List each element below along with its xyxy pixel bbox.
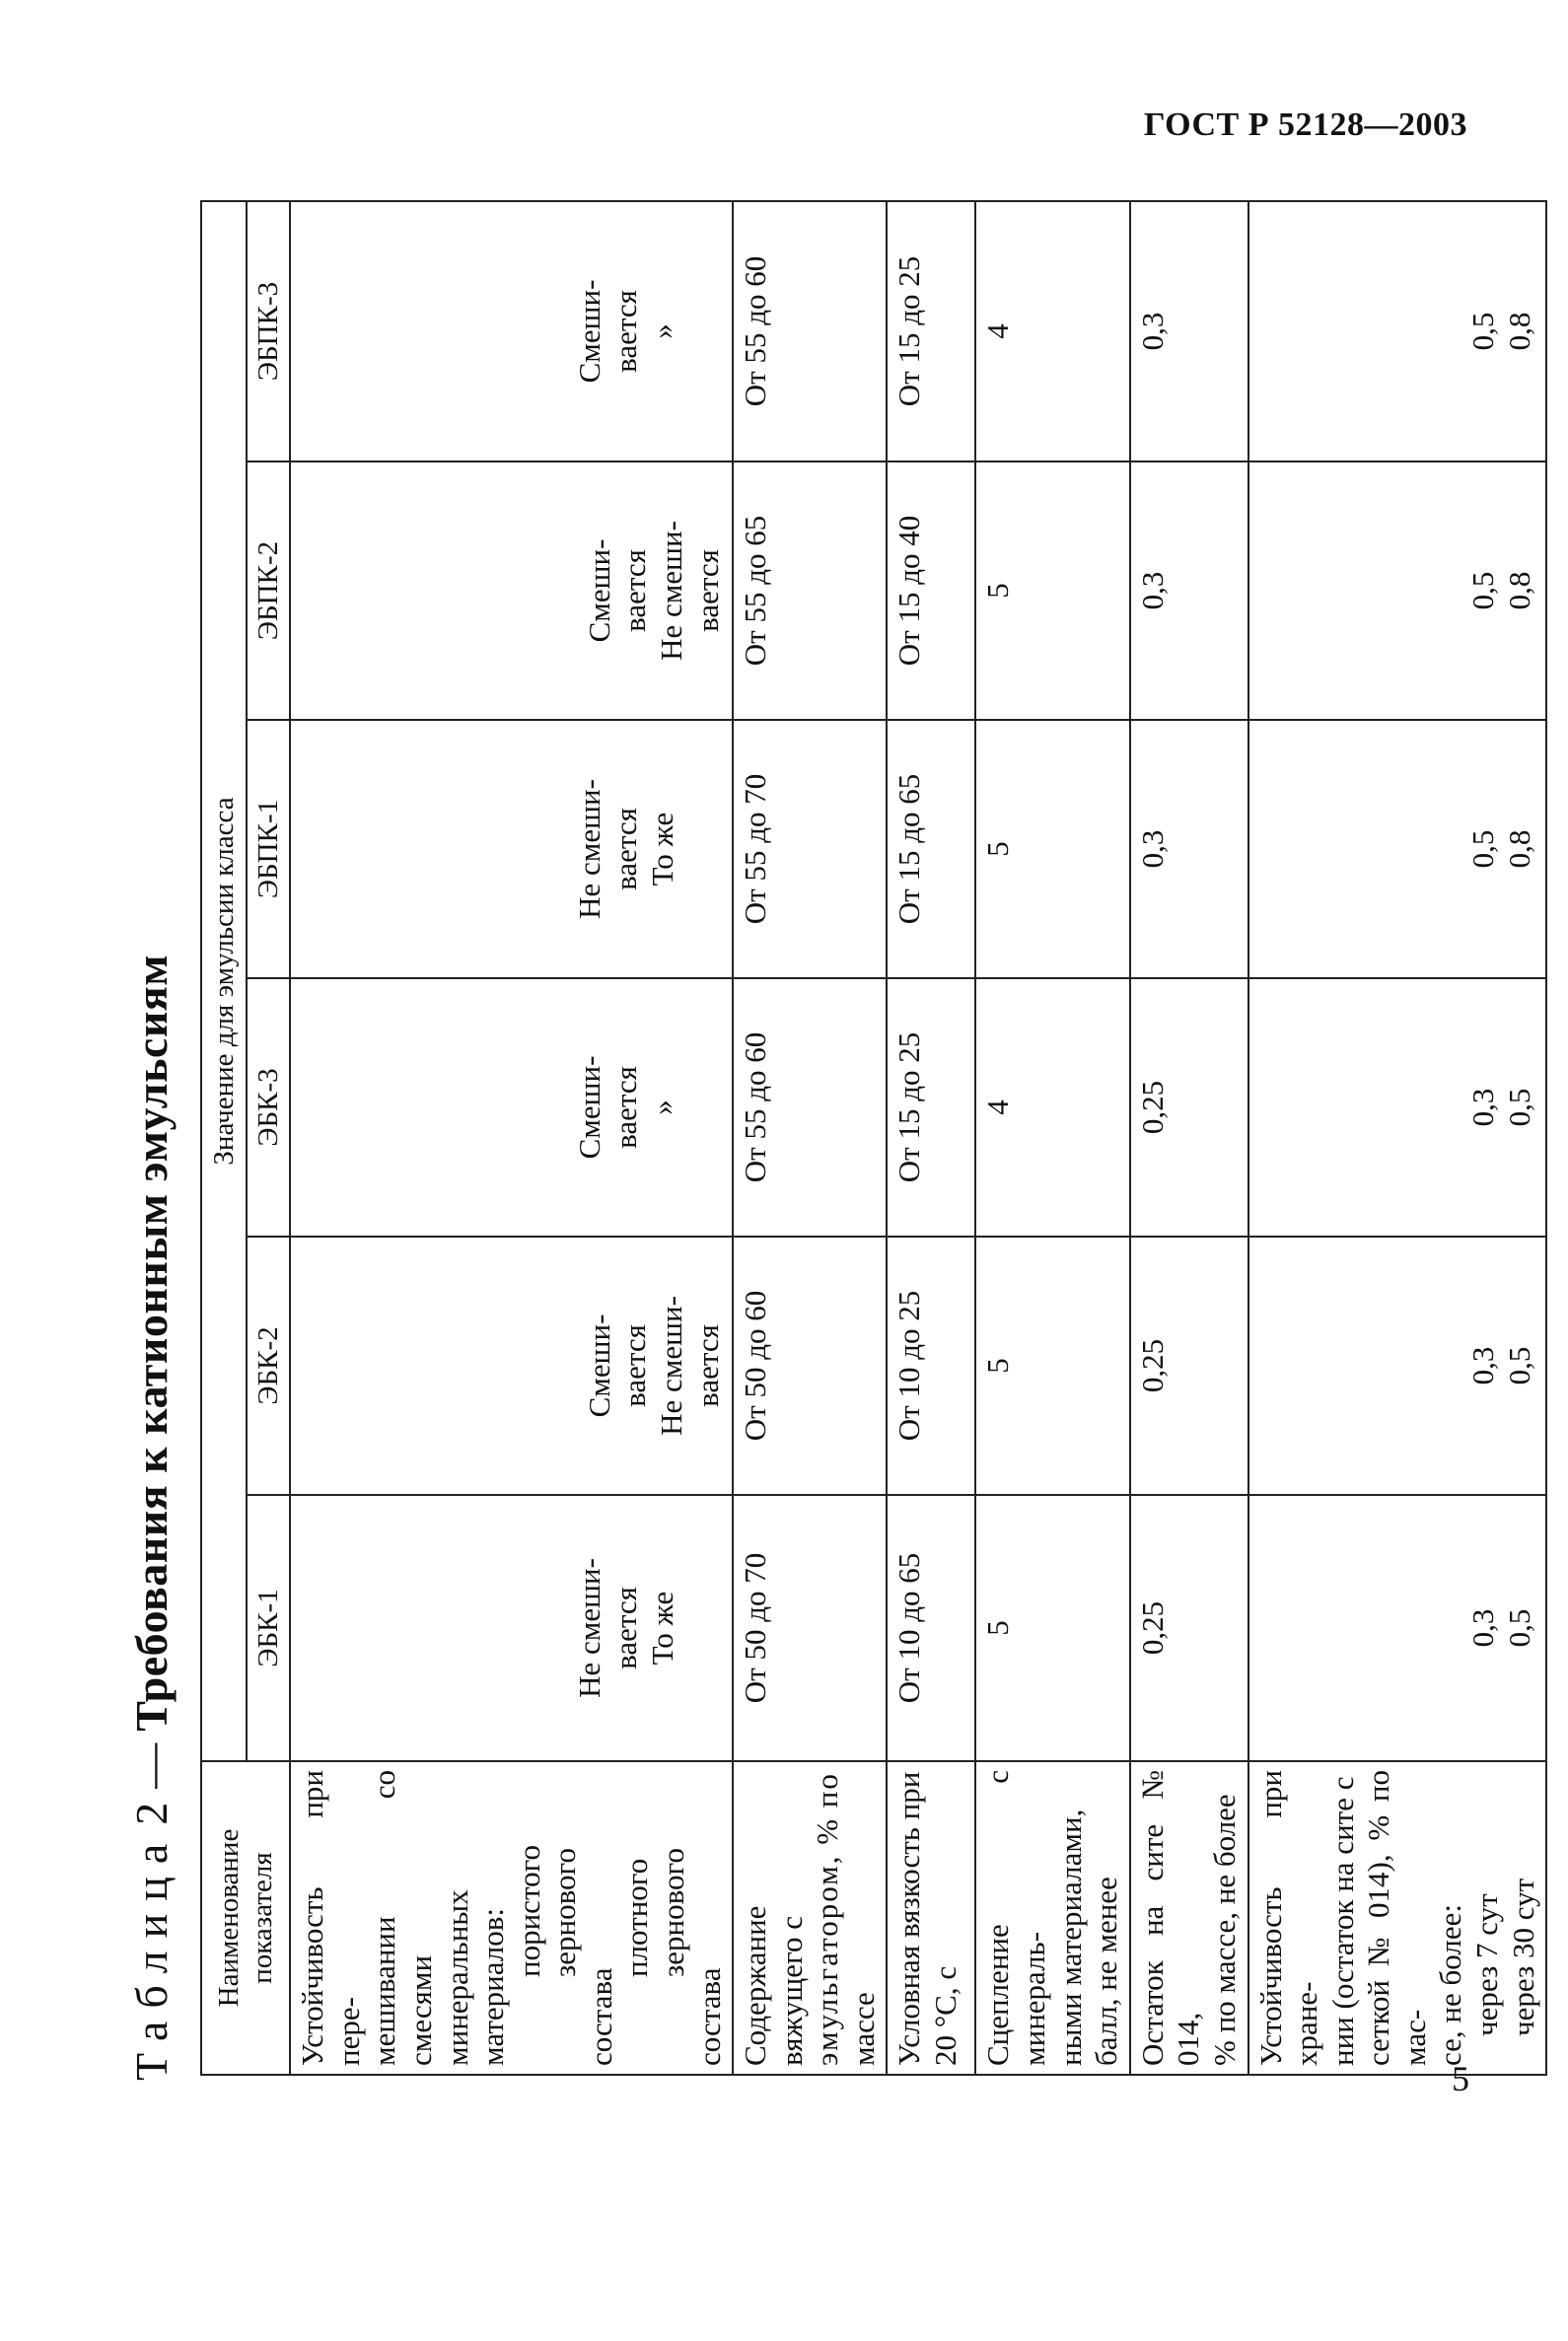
column-header-class: ЭБК-1 — [247, 1495, 290, 1761]
table-cell: От 55 до 60 — [733, 978, 887, 1237]
caption-title: Требования к катионным эмульсиям — [125, 954, 177, 1732]
table-cell: Смеши- вается » — [290, 978, 733, 1237]
table-row — [887, 201, 975, 2075]
table-cell: 5 — [975, 1237, 1129, 1495]
row-name-mixing-stability: Устойчивость при пере- мешивании со смесями минеральных материалов: пористого зернового состава плотного зернового состава — [290, 1761, 733, 2075]
table-cell: От 55 до 65 — [733, 461, 887, 720]
table-cell: 0,3 0,5 — [1248, 1237, 1547, 1495]
table-cell: Не смеши- вается То же — [290, 1495, 733, 1761]
table-cell: 0,3 — [1130, 461, 1248, 720]
table-cell: 5 — [975, 461, 1129, 720]
table-cell: 0,3 — [1130, 201, 1248, 461]
table-cell: 0,25 — [1130, 978, 1248, 1237]
column-header-class: ЭБК-2 — [247, 1237, 290, 1495]
table-cell: Смеши- вается Не смеши- вается — [290, 461, 733, 720]
table-cell: От 10 до 65 — [887, 1495, 975, 1761]
table-cell: От 15 до 40 — [887, 461, 975, 720]
table-cell: От 55 до 70 — [733, 720, 887, 978]
table-cell: От 50 до 70 — [733, 1495, 887, 1761]
caption-number: 2 — [125, 1802, 177, 1825]
column-group-header: Значение для эмульсии класса — [201, 201, 247, 1761]
row-name-sieve-residue: Остаток на сите № 014, % по массе, не более — [1130, 1761, 1248, 2075]
table-row — [975, 201, 1129, 2075]
table-cell: От 50 до 60 — [733, 1237, 887, 1495]
table-row — [290, 201, 733, 2075]
caption-label: Таблица — [125, 1830, 177, 2081]
row-name-adhesion: Сцепление с минераль- ными материалами, балл, не менее — [975, 1761, 1129, 2075]
table-cell: Не смеши- вается То же — [290, 720, 733, 978]
table-cell: От 15 до 25 — [887, 978, 975, 1237]
table-cell: Смеши- вается Не смеши- вается — [290, 1237, 733, 1495]
table-cell: От 55 до 60 — [733, 201, 887, 461]
table-cell: От 15 до 25 — [887, 201, 975, 461]
table-cell: От 15 до 65 — [887, 720, 975, 978]
table-cell: 5 — [975, 1495, 1129, 1761]
caption-dash: — — [125, 1742, 177, 1789]
table-cell: 0,3 — [1130, 720, 1248, 978]
table-row — [1248, 201, 1547, 2075]
column-header-class: ЭБПК-1 — [247, 720, 290, 978]
table-cell: 0,25 — [1130, 1495, 1248, 1761]
table-cell: 4 — [975, 978, 1129, 1237]
table-cell: 0,5 0,8 — [1248, 720, 1547, 978]
column-header-class: ЭБПК-3 — [247, 201, 290, 461]
rotated-table-block — [111, 197, 1540, 2081]
column-header-class: ЭБПК-2 — [247, 461, 290, 720]
standard-code: ГОСТ Р 52128—2003 — [1143, 106, 1467, 143]
column-header-class: ЭБК-3 — [247, 978, 290, 1237]
row-name-storage-stability: Устойчивость при хране- нии (остаток на сите с сеткой № 014), % по мас- се, не более: через 7 сут через 30 сут — [1248, 1761, 1547, 2075]
table-cell: От 10 до 25 — [887, 1237, 975, 1495]
row-name-viscosity: Условная вязкость при 20 °С, с — [887, 1761, 975, 2075]
table-cell: 0,5 0,8 — [1248, 201, 1547, 461]
table-cell: 0,25 — [1130, 1237, 1248, 1495]
table-row — [733, 201, 887, 2075]
table-cell: 4 — [975, 201, 1129, 461]
page-number: 5 — [1452, 2059, 1469, 2098]
table-caption — [111, 955, 190, 2081]
table-cell: 5 — [975, 720, 1129, 978]
row-name-binder-content: Содержание вяжущего с эмульгатором, % по массе — [733, 1761, 887, 2075]
table-cell: 0,3 0,5 — [1248, 978, 1547, 1237]
table-cell: Смеши- вается » — [290, 201, 733, 461]
column-header-name: Наименование показателя — [201, 1761, 290, 2075]
emulsion-requirements-table — [200, 200, 1547, 2076]
table-row — [1130, 201, 1248, 2075]
table-cell: 0,3 0,5 — [1248, 1495, 1547, 1761]
table-cell: 0,5 0,8 — [1248, 461, 1547, 720]
